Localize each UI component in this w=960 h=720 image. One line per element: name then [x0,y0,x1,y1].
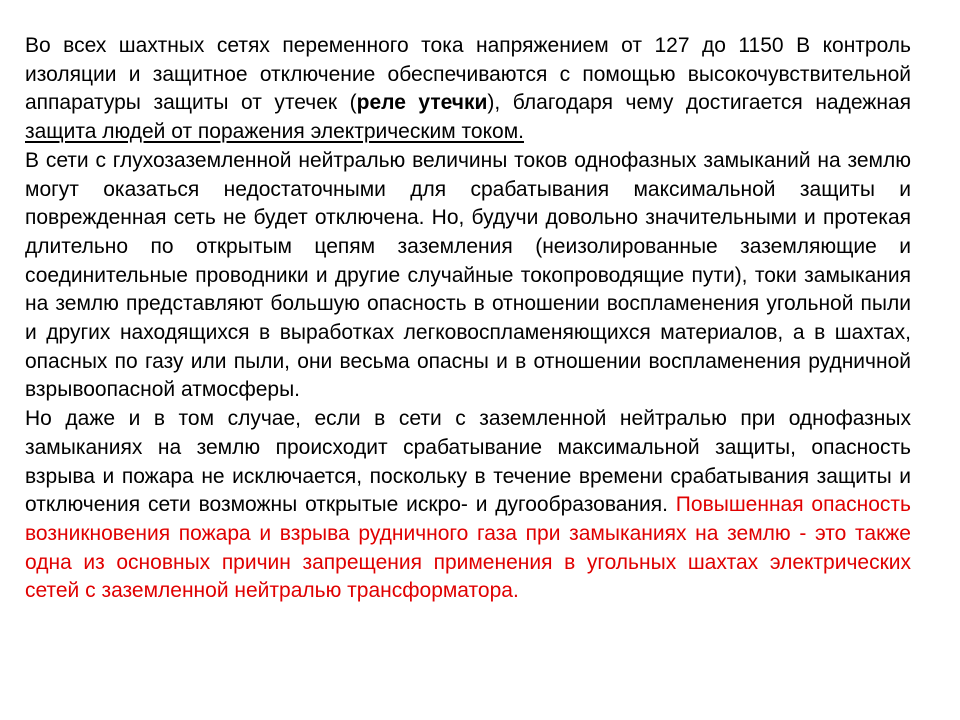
protection-phrase: защита людей от поражения электрическим током. [25,120,524,144]
paragraph-grounded-neutral [25,147,911,405]
leakage-relay-term: реле утечки [356,91,488,115]
paragraph-1-text-start: Во всех шахтных сетях переменного тока напряжением от 127 до 1150 В контроль изоляции и защитное отключение обеспечиваются с помощью высокочувствительной аппаратуры защиты от утечек ( [25,34,911,115]
highlighted-conclusion: Повышенная опасность возникновения пожара и взрыва рудничного газа при замыканиях на землю - это также одна из основных причин запрещения применения в угольных шахтах электрических сетей с заземленной нейтралью трансформатора. [25,493,911,603]
slide-body [25,32,911,606]
paragraph-3-text: Но даже и в том случае, если в сети с заземленной нейтралью при однофазных замыканиях на землю происходит срабатывание максимальной защиты, опасность взрыва и пожара не исключается, поскольку в течение времени срабатывания защиты и отключения сети возможны открытые искро- и дугообразования. [25,407,911,517]
paragraph-2-text: В сети с глухозаземленной нейтралью величины токов однофазных замыканий на землю могут оказаться недостаточными для срабатывания максимальной защиты и поврежденная сеть не будет отключена. Но, будучи довольно значительными и протекая длительно по открытым цепям заземления (неизолированные заземляющие и соединительные проводники и другие случайные токопроводящие пути), токи замыкания на землю представляют большую опасность в отношении воспламенения угольной пыли и других находящихся в выработках легковоспламеняющихся материалов, а в шахтах, опасных по газу или пыли, они весьма опасны и в отношении воспламенения рудничной взрывоопасной атмосферы. [25,148,911,402]
paragraph-1-text-middle: ), благодаря чему достигается надежная [487,91,911,115]
paragraph-explosion-risk [25,405,911,606]
paragraph-relay-protection [25,32,911,147]
